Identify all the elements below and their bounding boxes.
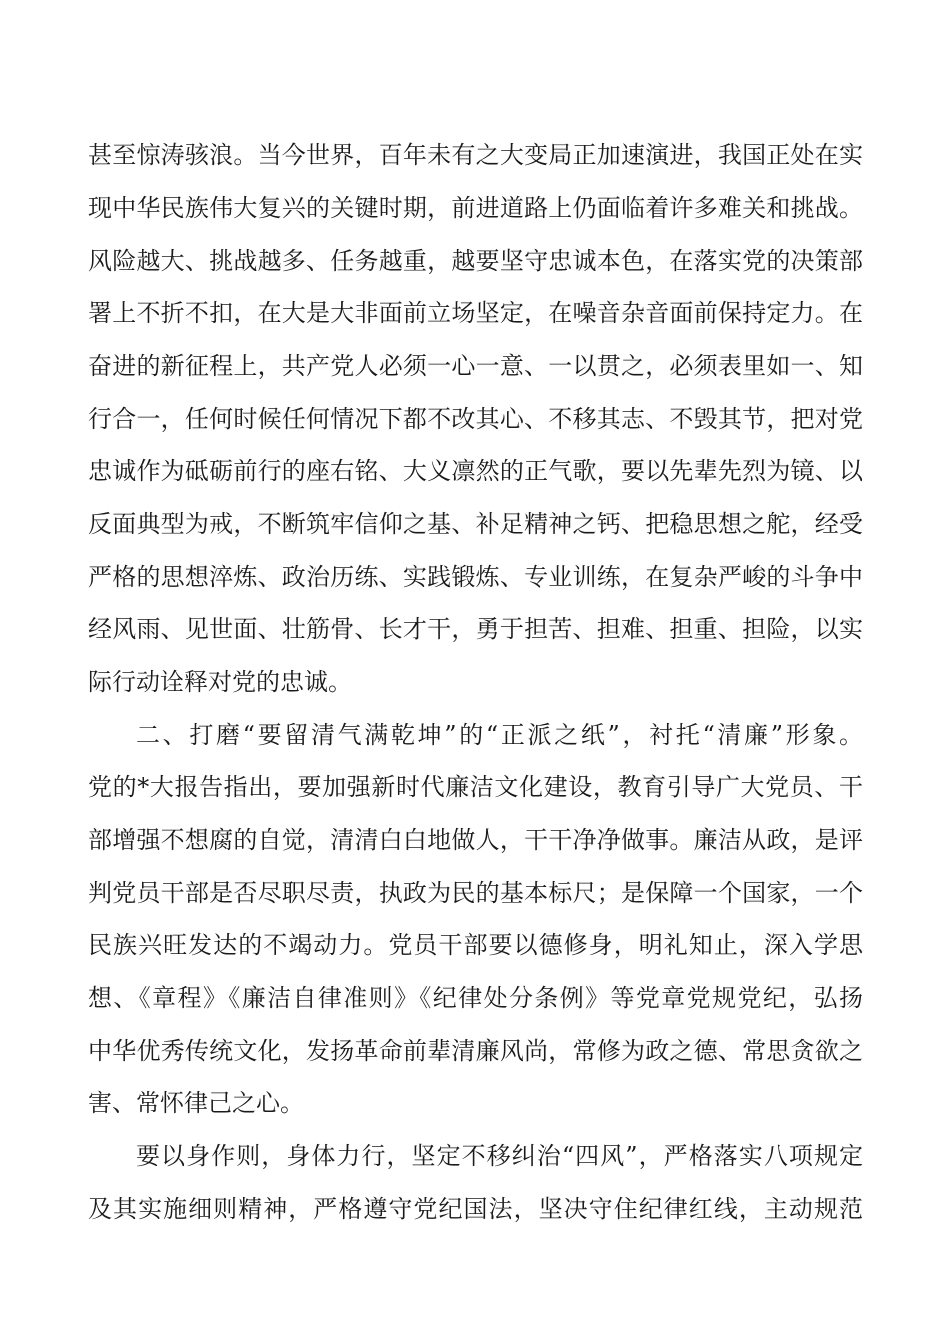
text-line-4: 署上不折不扣，在大是大非面前立场坚定，在噪音杂音面前保持定力。在 bbox=[88, 299, 863, 327]
text-line-1: 甚至惊涛骇浪。当今世界，百年未有之大变局正加速演进，我国正处在实 bbox=[88, 141, 863, 169]
text-line-15: 判党员干部是否尽职尽责，执政为民的基本标尺；是保障一个国家，一个 bbox=[88, 879, 863, 907]
text-line-6: 行合一，任何时候任何情况下都不改其心、不移其志、不毁其节，把对党 bbox=[88, 405, 863, 433]
text-line-20: 要以身作则，身体力行，坚定不移纠治“四风”，严格落实八项规定 bbox=[136, 1142, 863, 1170]
text-line-19: 害、常怀律己之心。 bbox=[88, 1089, 304, 1117]
text-line-17: 想、《章程》《廉洁自律准则》《纪律处分条例》等党章党规党纪，弘扬 bbox=[88, 984, 863, 1012]
text-line-13: 党的*大报告指出，要加强新时代廉洁文化建设，教育引导广大党员、干 bbox=[88, 773, 863, 801]
text-line-8: 反面典型为戒，不断筑牢信仰之基、补足精神之钙、把稳思想之舵，经受 bbox=[88, 510, 863, 538]
text-line-14: 部增强不想腐的自觉，清清白白地做人，干干净净做事。廉洁从政，是评 bbox=[88, 826, 863, 854]
text-line-5: 奋进的新征程上，共产党人必须一心一意、一以贯之，必须表里如一、知 bbox=[88, 352, 863, 380]
text-line-9: 严格的思想淬炼、政治历练、实践锻炼、专业训练，在复杂严峻的斗争中 bbox=[88, 563, 863, 591]
text-line-16: 民族兴旺发达的不竭动力。党员干部要以德修身，明礼知止，深入学思 bbox=[88, 931, 863, 959]
text-line-10: 经风雨、见世面、壮筋骨、长才干，勇于担苦、担难、担重、担险，以实 bbox=[88, 615, 863, 643]
text-line-18: 中华优秀传统文化，发扬革命前辈清廉风尚，常修为政之德、常思贪欲之 bbox=[88, 1037, 863, 1065]
text-line-2: 现中华民族伟大复兴的关键时期，前进道路上仍面临着许多难关和挑战。 bbox=[88, 194, 863, 222]
text-line-11: 际行动诠释对党的忠诚。 bbox=[88, 668, 352, 696]
text-line-21: 及其实施细则精神，严格遵守党纪国法，坚决守住纪律红线，主动规范 bbox=[88, 1195, 863, 1223]
section-heading: 二、打磨“要留清气满乾坤”的“正派之纸”，衬托“清廉”形象。 bbox=[136, 721, 863, 749]
text-line-7: 忠诚作为砥砺前行的座右铭、大义凛然的正气歌，要以先辈先烈为镜、以 bbox=[88, 457, 863, 485]
text-line-3: 风险越大、挑战越多、任务越重，越要坚守忠诚本色，在落实党的决策部 bbox=[88, 247, 863, 275]
